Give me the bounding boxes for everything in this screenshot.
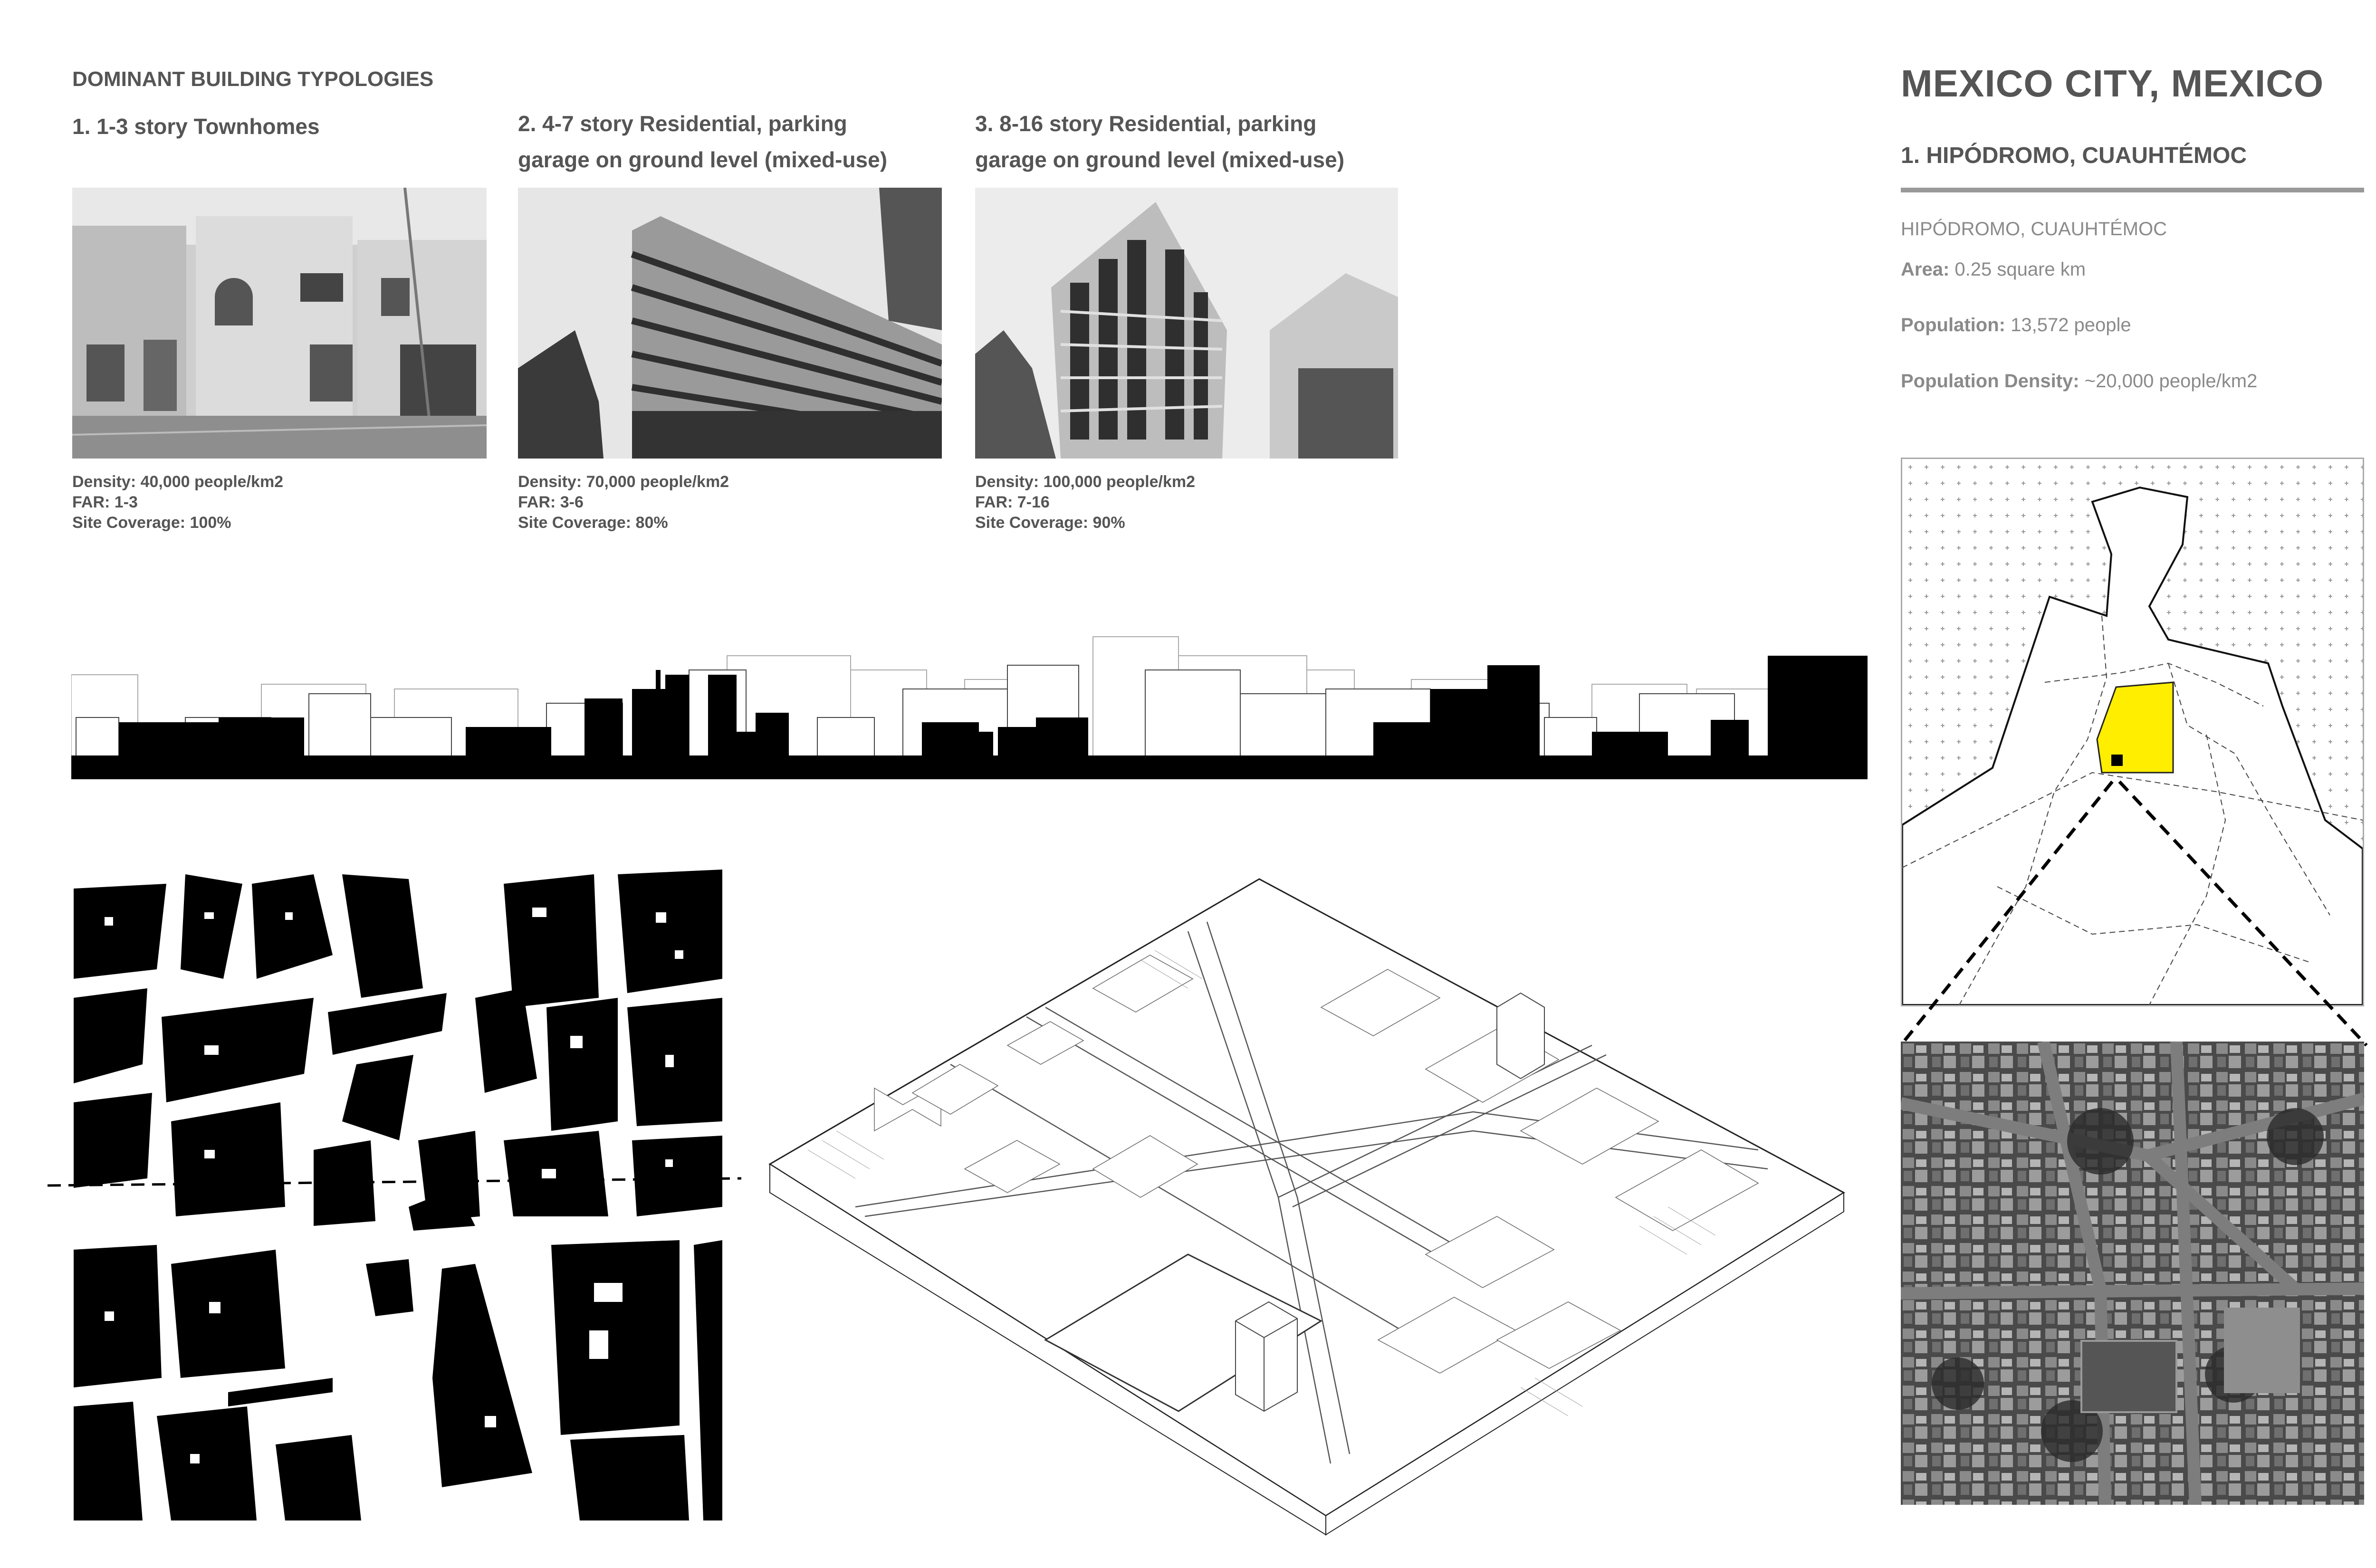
street-section-elevation bbox=[71, 618, 1868, 779]
neighborhood-heading: 1. HIPÓDROMO, CUAUHTÉMOC bbox=[1901, 143, 2247, 168]
typology-2-title-line2: garage on ground level (mixed-use) bbox=[518, 147, 888, 172]
typology-1-far: FAR: 1-3 bbox=[72, 493, 138, 511]
density-value: ~20,000 people/km2 bbox=[2084, 371, 2258, 392]
aerial-photo bbox=[1901, 1042, 2364, 1505]
typology-3-coverage: Site Coverage: 90% bbox=[975, 514, 1125, 532]
figure-ground-plan bbox=[48, 855, 741, 1520]
density-label: Population Density: bbox=[1901, 371, 2079, 392]
zoom-connector-lines bbox=[1896, 760, 2371, 1064]
typology-2-coverage: Site Coverage: 80% bbox=[518, 514, 668, 532]
city-title: MEXICO CITY, MEXICO bbox=[1901, 62, 2324, 105]
area-label: Area: bbox=[1901, 259, 1950, 280]
typology-1-photo bbox=[72, 188, 487, 459]
typology-3-far: FAR: 7-16 bbox=[975, 493, 1050, 511]
typology-2-title-line1: 2. 4-7 story Residential, parking bbox=[518, 111, 847, 136]
area-value: 0.25 square km bbox=[1954, 259, 2086, 280]
typology-2-density: Density: 70,000 people/km2 bbox=[518, 473, 729, 491]
density-stat bbox=[1901, 371, 2257, 392]
typology-3-density: Density: 100,000 people/km2 bbox=[975, 473, 1196, 491]
typology-1-coverage: Site Coverage: 100% bbox=[72, 514, 231, 532]
typology-3-title bbox=[975, 105, 1344, 178]
population-label: Population: bbox=[1901, 315, 2005, 335]
population-stat bbox=[1901, 315, 2131, 336]
typology-1-title-line1: 1. 1-3 story Townhomes bbox=[72, 114, 320, 139]
typology-3-title-line1: 3. 8-16 story Residential, parking bbox=[975, 111, 1317, 136]
neighborhood-name: HIPÓDROMO, CUAUHTÉMOC bbox=[1901, 219, 2167, 239]
axonometric-view bbox=[760, 865, 1853, 1539]
typology-2-far: FAR: 3-6 bbox=[518, 493, 584, 511]
typology-3-photo bbox=[975, 188, 1398, 459]
typology-1-density: Density: 40,000 people/km2 bbox=[72, 473, 284, 491]
typology-3-title-line2: garage on ground level (mixed-use) bbox=[975, 147, 1345, 172]
typology-1-title bbox=[72, 108, 320, 144]
typology-2-photo bbox=[518, 188, 942, 459]
area-stat bbox=[1901, 259, 2086, 280]
population-value: 13,572 people bbox=[2011, 315, 2131, 335]
typology-2-stats bbox=[518, 472, 729, 533]
typology-3-stats bbox=[975, 472, 1195, 533]
heading-divider bbox=[1901, 188, 2364, 192]
typologies-heading: DOMINANT BUILDING TYPOLOGIES bbox=[72, 67, 434, 91]
typology-2-title bbox=[518, 105, 887, 178]
typology-1-stats bbox=[72, 472, 283, 533]
